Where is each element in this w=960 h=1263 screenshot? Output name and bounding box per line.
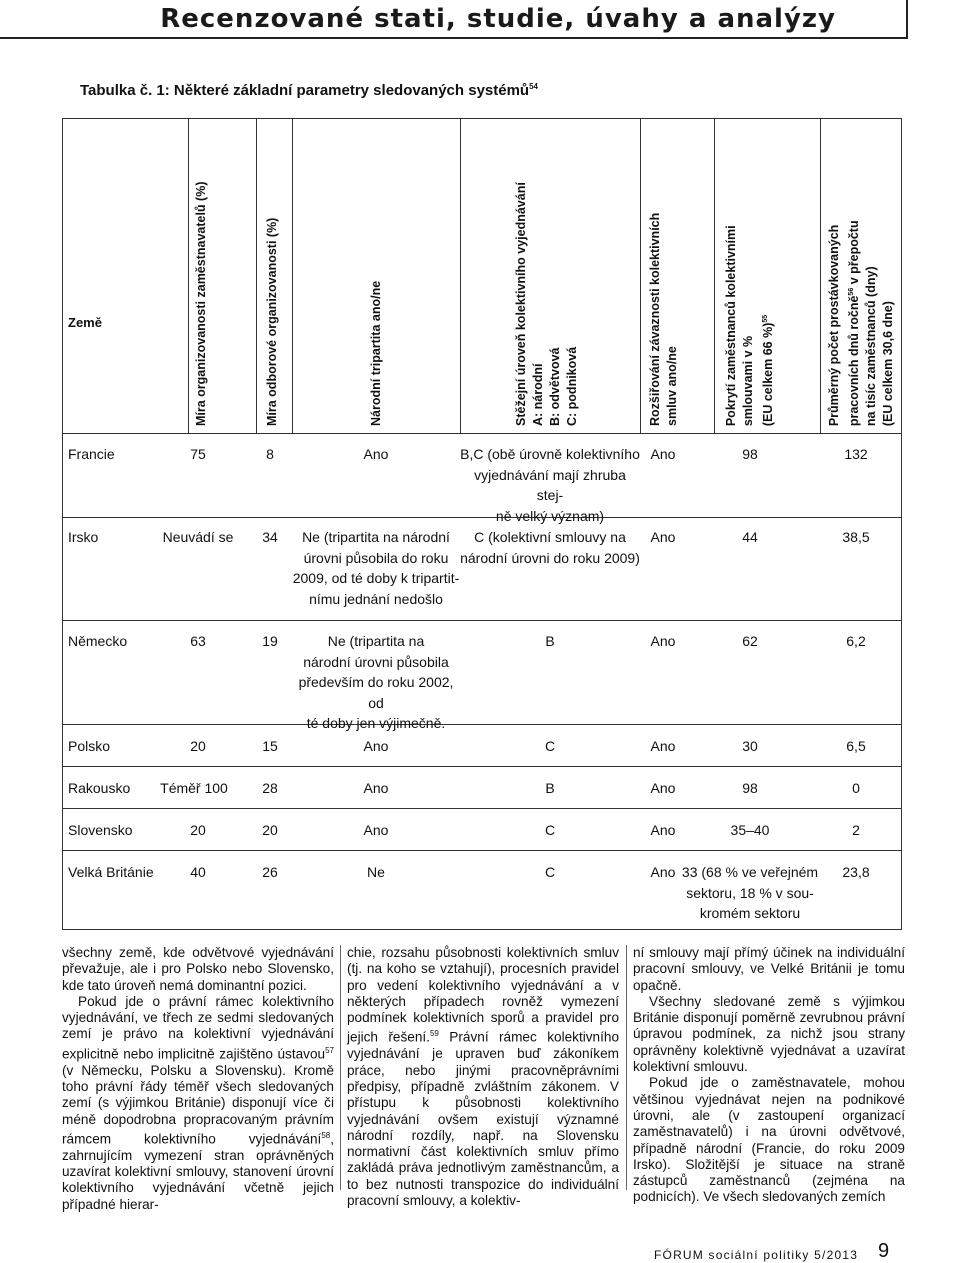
cell-line: kromém sektoru	[699, 905, 801, 921]
footnote-ref: 58	[321, 1130, 331, 1140]
cell-line: 44	[742, 529, 758, 545]
header-col-divider	[460, 118, 461, 434]
footnote-ref: 55	[762, 314, 769, 323]
cell-line: národní úrovni do roku 2009)	[460, 549, 640, 566]
paragraph: Pokud jde o zaměstnavatele, mohou většinou vyjednávat nejen na podnikové úrovni, ale (v zastoupení organizací zaměstnavatelů) i na úrovni odvětvové, případně národní (Francie, do roku 2009 Irsko). Složitější je situace na straně zástupců zaměstnanců (zejména na podnicích). Ve všech sledovaných zemích	[633, 1075, 905, 1205]
body-column-1	[62, 945, 334, 1213]
cell-line: Ne (tripartita na	[327, 633, 425, 649]
cell-country: Rakousko	[68, 780, 131, 796]
cell-coverage	[680, 862, 820, 924]
cell-strikes: 0	[852, 780, 860, 796]
cell-strikes: 38,5	[842, 529, 870, 545]
header-col-divider	[292, 118, 293, 434]
cell-strikes: 6,2	[846, 633, 866, 649]
row-divider	[62, 724, 902, 725]
header-text: (EU celkem 30,6 dne)	[881, 300, 896, 426]
cell-union: 28	[262, 780, 278, 796]
cell-line: C (kolektivní smlouvy na	[474, 529, 626, 545]
cell-employer: 40	[190, 864, 206, 880]
cell-coverage	[680, 736, 820, 757]
cell-extension: Ano	[650, 633, 676, 649]
header-text: Pokrytí zaměstnanců kolektivními	[724, 225, 738, 426]
body-column-2	[347, 945, 619, 1209]
journal-name: FÓRUM sociální politiky 5/2013	[654, 1248, 859, 1262]
cell-line: C	[544, 864, 556, 880]
header-text: na tisíc zaměstnanců (dny)	[864, 266, 879, 426]
header-text: Národní tripartita ano/ne	[369, 280, 383, 426]
paragraph: Všechny sledované země s výjimkou Británie disponují poměrně zevrubnou právní úpravou podmínek, za nichž jsou strany oprávněny kolektivně vyjednávat a uzavírat kolektivní smlouvu.	[633, 993, 905, 1075]
cell-line: nímu jednání nedošlo	[309, 590, 443, 607]
cell-strikes: 23,8	[842, 864, 870, 880]
cell-tripartite	[292, 862, 460, 883]
cell-line: B	[545, 780, 555, 796]
header-text: v přepočtu	[847, 220, 862, 288]
footnote-ref: 57	[325, 1045, 334, 1055]
cell-line: Ano	[363, 780, 389, 796]
cell-line: Ne	[367, 864, 385, 880]
cell-line: Ne (tripartita na národní	[302, 529, 450, 545]
body-column-3	[633, 945, 905, 1206]
row-divider	[62, 766, 902, 767]
cell-employer: 63	[190, 633, 206, 649]
cell-tripartite	[292, 820, 460, 841]
cell-line: B	[545, 633, 555, 649]
cell-country: Polsko	[68, 738, 111, 754]
cell-employer: 20	[190, 822, 206, 838]
cell-tripartite	[292, 778, 460, 799]
header-country: Země	[68, 315, 102, 330]
cell-coverage	[680, 631, 820, 652]
cell-line: C	[544, 738, 556, 754]
cell-union: 26	[262, 864, 278, 880]
header-text: pracovních dnů ročně	[847, 295, 862, 426]
header-rule	[0, 37, 908, 39]
cell-extension: Ano	[650, 738, 676, 754]
section-title: Recenzované stati, studie, úvahy a analýzy	[160, 4, 836, 34]
cell-line: C	[544, 822, 556, 838]
cell-level	[460, 820, 640, 841]
cell-country: Francie	[68, 446, 115, 462]
cell-country: Irsko	[68, 529, 99, 545]
cell-line: B,C (obě úrovně kolektivního	[460, 446, 640, 462]
cell-line: 30	[742, 738, 758, 754]
cell-union: 15	[262, 738, 278, 754]
cell-line: 33 (68 % ve veřejném	[681, 864, 819, 880]
cell-tripartite	[292, 631, 460, 734]
cell-line: 62	[742, 633, 758, 649]
cell-strikes: 2	[852, 822, 860, 838]
cell-line: Ano	[363, 822, 389, 838]
page-number: 9	[878, 1240, 890, 1262]
cell-tripartite	[292, 736, 460, 757]
cell-level	[460, 631, 640, 652]
header-text: (EU celkem 66 %)	[761, 322, 776, 426]
header-text: Míra organizovanosti zaměstnavatelů (%)	[194, 181, 208, 426]
footnote-ref: 59	[429, 1029, 439, 1039]
cell-employer: Téměř 100	[160, 780, 228, 796]
header-text: smluv ano/ne	[665, 346, 679, 426]
cell-coverage	[680, 444, 820, 465]
cell-employer: 75	[190, 446, 206, 462]
header-text: B: odvětvová	[548, 347, 562, 426]
cell-line: Ano	[363, 738, 389, 754]
cell-employer: Neuvádí se	[162, 529, 234, 545]
column-divider	[340, 945, 341, 1190]
cell-line: především do roku 2002, od	[298, 674, 454, 711]
header-col-divider	[188, 118, 189, 434]
cell-line: 98	[742, 446, 758, 462]
row-divider	[62, 620, 902, 621]
cell-union: 19	[262, 633, 278, 649]
paragraph: ní smlouvy mají přímý účinek na individuální pracovní smlouvy, ve Velké Británii je tomu opačně.	[633, 945, 905, 993]
cell-union: 34	[262, 529, 278, 545]
cell-country: Velká Británie	[68, 864, 154, 880]
header-col-divider	[640, 118, 641, 434]
cell-level	[460, 444, 640, 526]
paragraph: všechny země, kde odvětvové vyjednávání převažuje, ale i pro Polsko nebo Slovensko, kde tato úroveň nemá dominantní pozici.	[62, 945, 334, 993]
row-divider	[62, 808, 902, 809]
cell-extension: Ano	[650, 529, 676, 545]
text-run: Pokud jde o právní rámec kolektivního vyjednávání, ve třech ze sedmi sledovaných zemí je právo na kolektivní vyjednávání explicitně nebo implicitně zajištěno ústavou	[62, 993, 334, 1062]
column-divider	[626, 945, 627, 1190]
cell-line: vyjednávání mají zhruba stej-	[474, 466, 626, 503]
header-col-divider	[820, 118, 821, 434]
header-corner-rule	[906, 0, 908, 39]
cell-line: úrovni působila do roku	[303, 549, 449, 566]
text-run: (v Německu, Polsku a Slovensku). Kromě toho právní řády téměř všech sledovaných zemí (s výjimkou Británie) disponují více či méně dopodrobna propracovaným právním rámcem kolektivního vyjednávání	[62, 1062, 334, 1147]
text-run: Právní rámec kolektivního vyjednávání je upraven buď zákoníkem práce, nebo jinými pracovněprávními předpisy, případně zvláštním zákonem. V přístupu k působnosti kolektivního vyjednávání ovšem existují významné národní rozdíly, např. na Slovensku normativní část kolektivních smluv přímo zakládá práva jednotlivým zaměstnancům, a to bez nutnosti transpozice do individuální pracovní smlouvy, a kolektiv-	[347, 1030, 620, 1208]
header-col-divider	[714, 118, 715, 434]
cell-level	[460, 862, 640, 883]
cell-tripartite	[292, 527, 460, 609]
row-divider	[62, 850, 902, 851]
cell-union: 20	[262, 822, 278, 838]
paragraph	[347, 945, 619, 1209]
cell-line: Ano	[363, 446, 389, 462]
cell-line: té doby jen výjimečně.	[306, 715, 446, 731]
footnote-ref: 54	[529, 82, 538, 91]
cell-line: 2009, od té doby k tripartit-	[292, 570, 460, 586]
cell-extension: Ano	[650, 822, 676, 838]
cell-country: Německo	[68, 633, 128, 649]
cell-level	[460, 736, 640, 757]
header-col-divider	[256, 118, 257, 434]
footnote-ref: 56	[848, 287, 855, 296]
cell-coverage	[680, 820, 820, 841]
cell-coverage	[680, 778, 820, 799]
cell-strikes: 6,5	[846, 738, 866, 754]
cell-coverage	[680, 527, 820, 548]
cell-line: národní úrovni působila	[303, 653, 449, 670]
header-text: smlouvami v %	[741, 335, 755, 426]
page-header	[0, 0, 908, 36]
header-text: Stěžejní úroveň kolektivního vyjednávání	[514, 182, 528, 426]
paragraph	[62, 994, 334, 1213]
cell-level	[460, 527, 640, 568]
cell-employer: 20	[190, 738, 206, 754]
cell-line: sektoru, 18 % v sou-	[686, 884, 814, 901]
cell-union: 8	[266, 446, 274, 462]
caption-text: Tabulka č. 1: Některé základní parametry sledovaných systémů	[80, 82, 530, 99]
cell-line: 98	[742, 780, 758, 796]
header-text: A: národní	[531, 363, 545, 426]
header-text: Průměrný počet prostávkovaných	[827, 224, 841, 426]
cell-line: ně velký význam)	[495, 507, 605, 524]
cell-tripartite	[292, 444, 460, 465]
cell-strikes: 132	[844, 446, 868, 462]
header-text: Míra odborové organizovanosti (%)	[265, 217, 279, 426]
cell-extension: Ano	[650, 780, 676, 796]
header-text: Rozšiřování závaznosti kolektivních	[648, 212, 662, 426]
cell-extension: Ano	[650, 864, 676, 880]
text-run: chie, rozsahu působnosti kolektivních smluv (tj. na koho se vztahují), procesních pravidel pro vedení kolektivního vyjednávání a v některých případech rovněž vymezení podmínek kolektivních sporů a pravidel pro jejich řešení.	[347, 945, 619, 1046]
header-text: C: podniková	[565, 346, 579, 426]
text-run: , zahrnujícím vymezení stran oprávněných uzavírat kolektivní smlouvy, stanovení úrovní kolektivního vyjednávání včetně jejich případné hierar-	[62, 1131, 334, 1212]
cell-level	[460, 778, 640, 799]
cell-extension: Ano	[650, 446, 676, 462]
cell-country: Slovensko	[68, 822, 133, 838]
table-caption	[80, 82, 538, 99]
cell-line: 35–40	[730, 822, 770, 838]
